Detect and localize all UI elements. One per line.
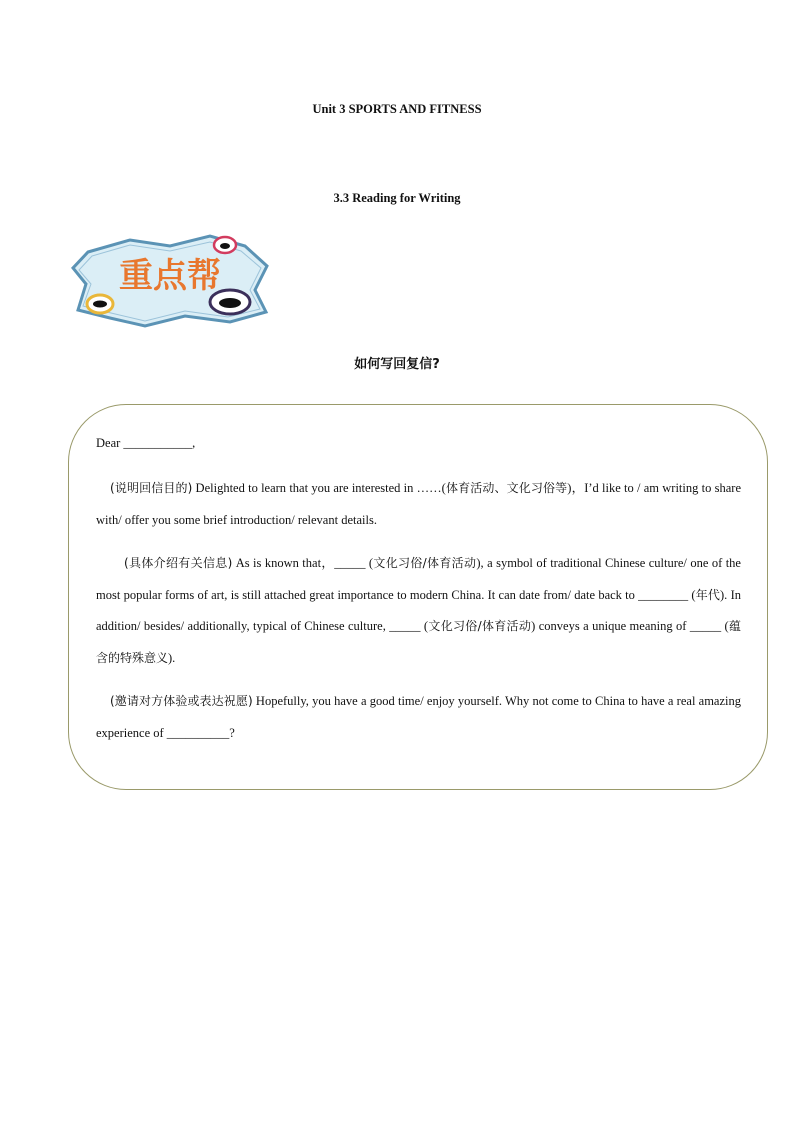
text-cn: 体育活动、文化习俗等 [445,481,568,495]
text-cn: 蕴含的特殊意义 [96,619,742,665]
paragraph-details [96,548,741,674]
key-points-badge [70,232,270,328]
purpose-tag: (说明回信目的) [110,481,193,495]
text-cn: 文化习俗/体育活动 [373,556,477,570]
details-tag: (具体介绍有关信息) [124,556,233,570]
text: ). [168,650,176,665]
letter-greeting: Dear ___________, [96,436,196,450]
subject-title: 如何写回复信? [354,357,440,372]
text: ). In addition/ besides/ additionally, typical of Chinese culture, _____ ( [96,587,741,633]
text: ) conveys a unique meaning of _____ ( [531,619,729,633]
paragraph-purpose [96,473,741,536]
text: Delighted to learn that you are interested in ……( [192,481,446,495]
badge-text: 重点帮 [119,256,221,296]
text-cn: 年代 [695,587,721,602]
invitation-tag: (邀请对方体验或表达祝愿) [110,694,253,708]
paragraph-invitation [96,686,741,749]
section-title: 3.3 Reading for Writing [333,191,461,205]
text: ), a symbol of traditional Chinese culture/ one of the most popular forms of art, is still attached great importance to modern China. It can date from/ date back to ________ ( [96,556,741,602]
unit-title: Unit 3 SPORTS AND FITNESS [312,102,482,116]
text: Hopefully, you have a good time/ enjoy yourself. Why not come to China to have a real amazing experience of __________? [96,694,741,740]
text: As is known that，_____ ( [232,556,374,570]
text-cn: 文化习俗/体育活动 [428,619,532,633]
text: )，I’d like to / am writing to share with/ offer you some brief introduction/ relevant details. [96,481,741,527]
